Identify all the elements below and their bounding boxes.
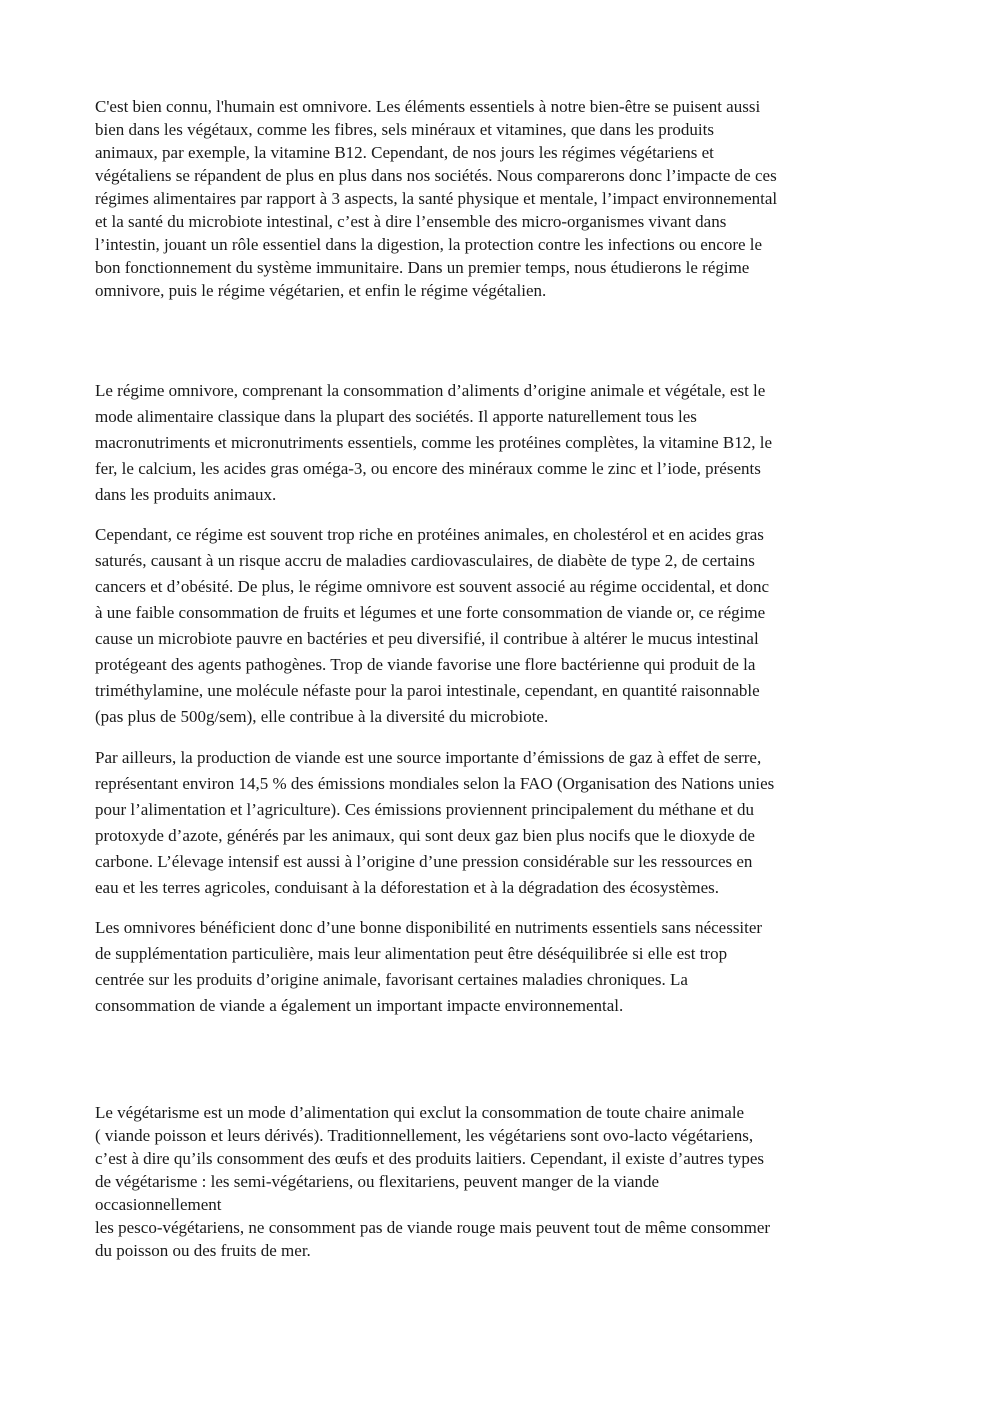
text-line: saturés, causant à un risque accru de maladies cardiovasculaires, de diabète de type 2, de certains (95, 551, 755, 570)
text-line: pour l’alimentation et l’agriculture). Ces émissions proviennent principalement du méthane et du (95, 800, 755, 819)
text-line: bien dans les végétaux, comme les fibres, sels minéraux et vitamines, que dans les produits (95, 120, 714, 139)
text-line: mode alimentaire classique dans la plupart des sociétés. Il apporte naturellement tous les (95, 407, 697, 426)
text-line: ( viande poisson et leurs dérivés). Traditionnellement, les végétariens sont ovo-lacto végétariens, (95, 1126, 754, 1145)
text-line: végétaliens se répandent de plus en plus dans nos sociétés. Nous comparerons donc l’impacte de ces (95, 166, 777, 185)
text-line: bon fonctionnement du système immunitaire. Dans un premier temps, nous étudierons le régime (95, 258, 750, 277)
text-line: protégeant des agents pathogènes. Trop de viande favorise une flore bactérienne qui produit de la (95, 655, 756, 674)
text-line: Le végétarisme est un mode d’alimentation qui exclut la consommation de toute chaire animale (95, 1103, 745, 1122)
text-line: dans les produits animaux. (95, 485, 277, 504)
omnivore-paragraph-4 (95, 915, 905, 1019)
text-line: consommation de viande a également un important impacte environnemental. (95, 996, 624, 1015)
text-line: eau et les terres agricoles, conduisant à la déforestation et à la dégradation des écosystèmes. (95, 878, 720, 897)
text-line: de végétarisme : les semi-végétariens, ou flexitariens, peuvent manger de la viande (95, 1172, 660, 1191)
text-line: c’est à dire qu’ils consomment des œufs et des produits laitiers. Cependant, il existe d’autres types (95, 1149, 764, 1168)
text-line: régimes alimentaires par rapport à 3 aspects, la santé physique et mentale, l’impact environnemental (95, 189, 778, 208)
text-line: omnivore, puis le régime végétarien, et enfin le régime végétalien. (95, 281, 547, 300)
text-line: fer, le calcium, les acides gras oméga-3, ou encore des minéraux comme le zinc et l’iode, présents (95, 459, 761, 478)
text-line: l’intestin, jouant un rôle essentiel dans la digestion, la protection contre les infections ou encore le (95, 235, 763, 254)
omnivore-paragraph-2 (95, 522, 905, 730)
omnivore-paragraph-3 (95, 745, 905, 901)
text-line: Le régime omnivore, comprenant la consommation d’aliments d’origine animale et végétale, est le (95, 381, 766, 400)
text-line: cancers et d’obésité. De plus, le régime omnivore est souvent associé au régime occidental, et donc (95, 577, 770, 596)
text-line: carbone. L’élevage intensif est aussi à l’origine d’une pression considérable sur les ressources en (95, 852, 753, 871)
text-line: représentant environ 14,5 % des émissions mondiales selon la FAO (Organisation des Nations unies (95, 774, 775, 793)
text-line: Cependant, ce régime est souvent trop riche en protéines animales, en cholestérol et en acides gras (95, 525, 764, 544)
text-line: à une faible consommation de fruits et légumes et une forte consommation de viande or, ce régime (95, 603, 766, 622)
text-line: de supplémentation particulière, mais leur alimentation peut être déséquilibrée si elle est trop (95, 944, 728, 963)
text-line: C'est bien connu, l'humain est omnivore. Les éléments essentiels à notre bien-être se puisent aussi (95, 97, 761, 116)
text-line: du poisson ou des fruits de mer. (95, 1241, 311, 1260)
text-line: et la santé du microbiote intestinal, c’est à dire l’ensemble des micro-organismes vivant dans (95, 212, 727, 231)
text-line: cause un microbiote pauvre en bactéries et peu diversifié, il contribue à altérer le mucus intestinal (95, 629, 759, 648)
text-line: triméthylamine, une molécule néfaste pour la paroi intestinale, cependant, en quantité raisonnable (95, 681, 760, 700)
text-line: protoxyde d’azote, générés par les animaux, qui sont deux gaz bien plus nocifs que le dioxyde de (95, 826, 755, 845)
text-line: les pesco-végétariens, ne consomment pas de viande rouge mais peuvent tout de même consommer (95, 1218, 771, 1237)
vegetarien-paragraph-1 (95, 1101, 905, 1262)
text-line: occasionnellement (95, 1195, 222, 1214)
text-line: animaux, par exemple, la vitamine B12. Cependant, de nos jours les régimes végétariens et (95, 143, 714, 162)
text-line: Par ailleurs, la production de viande est une source importante d’émissions de gaz à effet de serre, (95, 748, 762, 767)
text-line: (pas plus de 500g/sem), elle contribue à la diversité du microbiote. (95, 707, 549, 726)
text-line: Les omnivores bénéficient donc d’une bonne disponibilité en nutriments essentiels sans nécessiter (95, 918, 763, 937)
text-line: macronutriments et micronutriments essentiels, comme les protéines complètes, la vitamine B12, le (95, 433, 772, 452)
text-line: centrée sur les produits d’origine animale, favorisant certaines maladies chroniques. La (95, 970, 688, 989)
intro-paragraph (95, 95, 905, 302)
omnivore-paragraph-1 (95, 378, 905, 508)
